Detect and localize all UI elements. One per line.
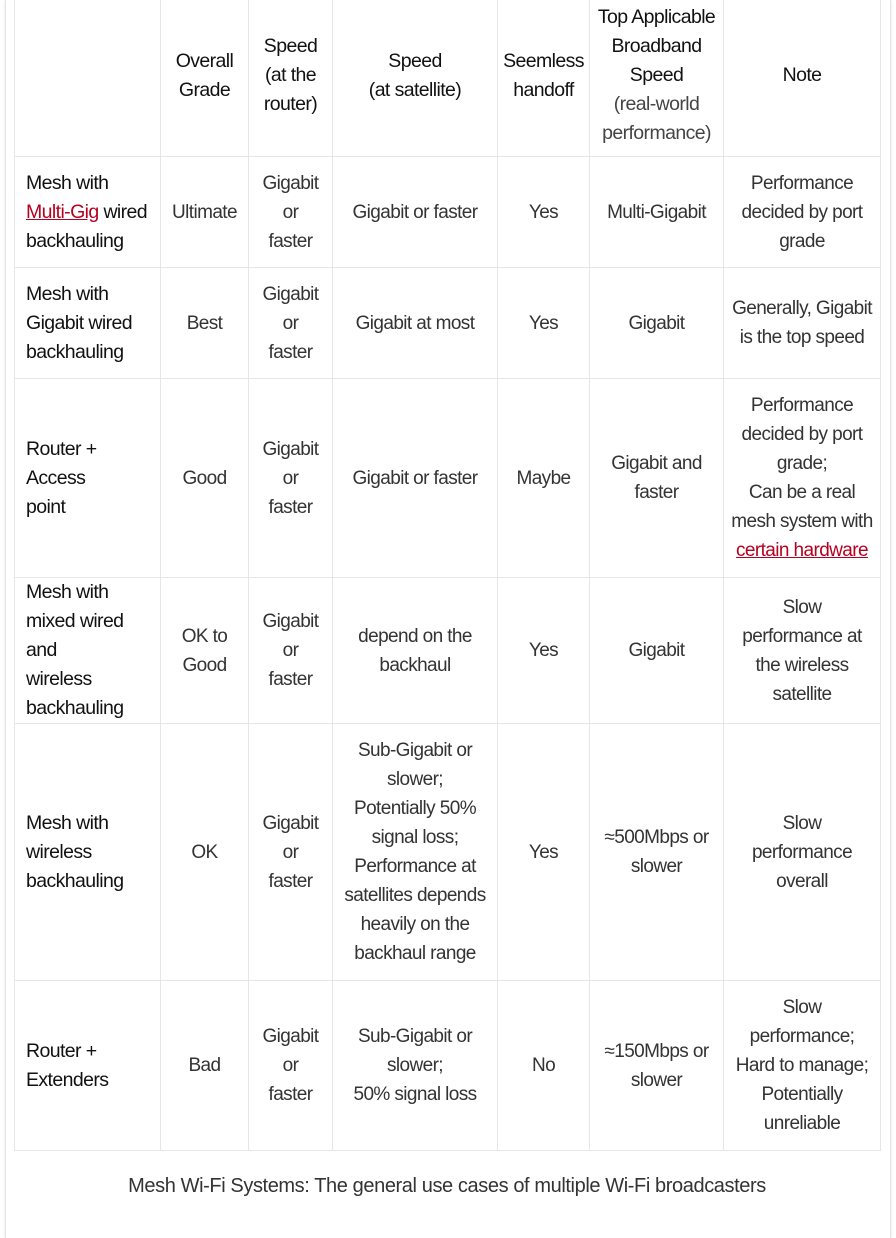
top-speed-cell: ≈150Mbps or slower [590,981,724,1151]
grade-cell: Good [161,379,249,578]
top-speed-cell: ≈500Mbps or slower [590,724,724,981]
speed-router-cell: Gigabit or faster [249,268,333,379]
row-name: Router + Extenders [15,981,161,1151]
header-note: Note [724,0,881,157]
row-name: Mesh with Gigabit wired backhauling [15,268,161,379]
table-row [15,157,881,268]
speed-satellite-cell: Sub-Gigabit or slower; Potentially 50% signal loss; Performance at satellites depends heavily on the backhaul range [333,724,498,981]
certain-hardware-link[interactable]: certain hardware [736,540,868,561]
table-caption: Mesh Wi-Fi Systems: The general use cases of multiple Wi-Fi broadcasters [128,1175,766,1197]
speed-satellite-cell: Gigabit or faster [333,157,498,268]
note-cell: Slow performance overall [724,724,881,981]
handoff-cell: Yes [498,724,590,981]
top-speed-cell: Gigabit and faster [590,379,724,578]
note-cell: Performance decided by port grade [724,157,881,268]
note-cell: Slow performance at the wireless satellite [724,578,881,724]
row-name: Router + Access point [15,379,161,578]
table-row [15,379,881,578]
multi-gig-link[interactable]: Multi-Gig [26,200,99,223]
grade-cell: OK to Good [161,578,249,724]
speed-router-cell: Gigabit or faster [249,578,333,724]
top-speed-cell: Multi-Gigabit [590,157,724,268]
handoff-cell: Yes [498,157,590,268]
top-speed-cell: Gigabit [590,578,724,724]
table-row [15,724,881,981]
speed-satellite-cell: Gigabit at most [333,268,498,379]
speed-router-cell: Gigabit or faster [249,724,333,981]
header-overall-grade: Overall Grade [161,0,249,157]
header-speed-satellite: Speed (at satellite) [333,0,498,157]
handoff-cell: Maybe [498,379,590,578]
table-row [15,268,881,379]
header-speed-router: Speed (at the router) [249,0,333,157]
note-cell: Slow performance; Hard to manage; Potentially unreliable [724,981,881,1151]
row-name: Mesh with wireless backhauling [15,724,161,981]
header-row [15,0,881,157]
row-name: Mesh with mixed wired and wireless backhauling [15,578,161,724]
comparison-table [14,0,881,1151]
grade-cell: Bad [161,981,249,1151]
note-cell: Performance decided by port grade; Can be a real mesh system with certain hardware [724,379,881,578]
header-blank [15,0,161,157]
table-row [15,578,881,724]
grade-cell: Ultimate [161,157,249,268]
speed-router-cell: Gigabit or faster [249,981,333,1151]
speed-satellite-cell: Gigabit or faster [333,379,498,578]
speed-router-cell: Gigabit or faster [249,379,333,578]
handoff-cell: No [498,981,590,1151]
grade-cell: Best [161,268,249,379]
grade-cell: OK [161,724,249,981]
header-seamless-handoff: Seemless handoff [498,0,590,157]
note-cell: Generally, Gigabit is the top speed [724,268,881,379]
top-speed-cell: Gigabit [590,268,724,379]
speed-satellite-cell: depend on the backhaul [333,578,498,724]
article-frame [5,0,891,1238]
speed-router-cell: Gigabit or faster [249,157,333,268]
table-row [15,981,881,1151]
header-top-speed: Top Applicable Broadband Speed (real-world performance) [590,0,724,157]
handoff-cell: Yes [498,578,590,724]
handoff-cell: Yes [498,268,590,379]
row-name: Mesh with Multi-Gig wired backhauling [15,157,161,268]
speed-satellite-cell: Sub-Gigabit or slower; 50% signal loss [333,981,498,1151]
